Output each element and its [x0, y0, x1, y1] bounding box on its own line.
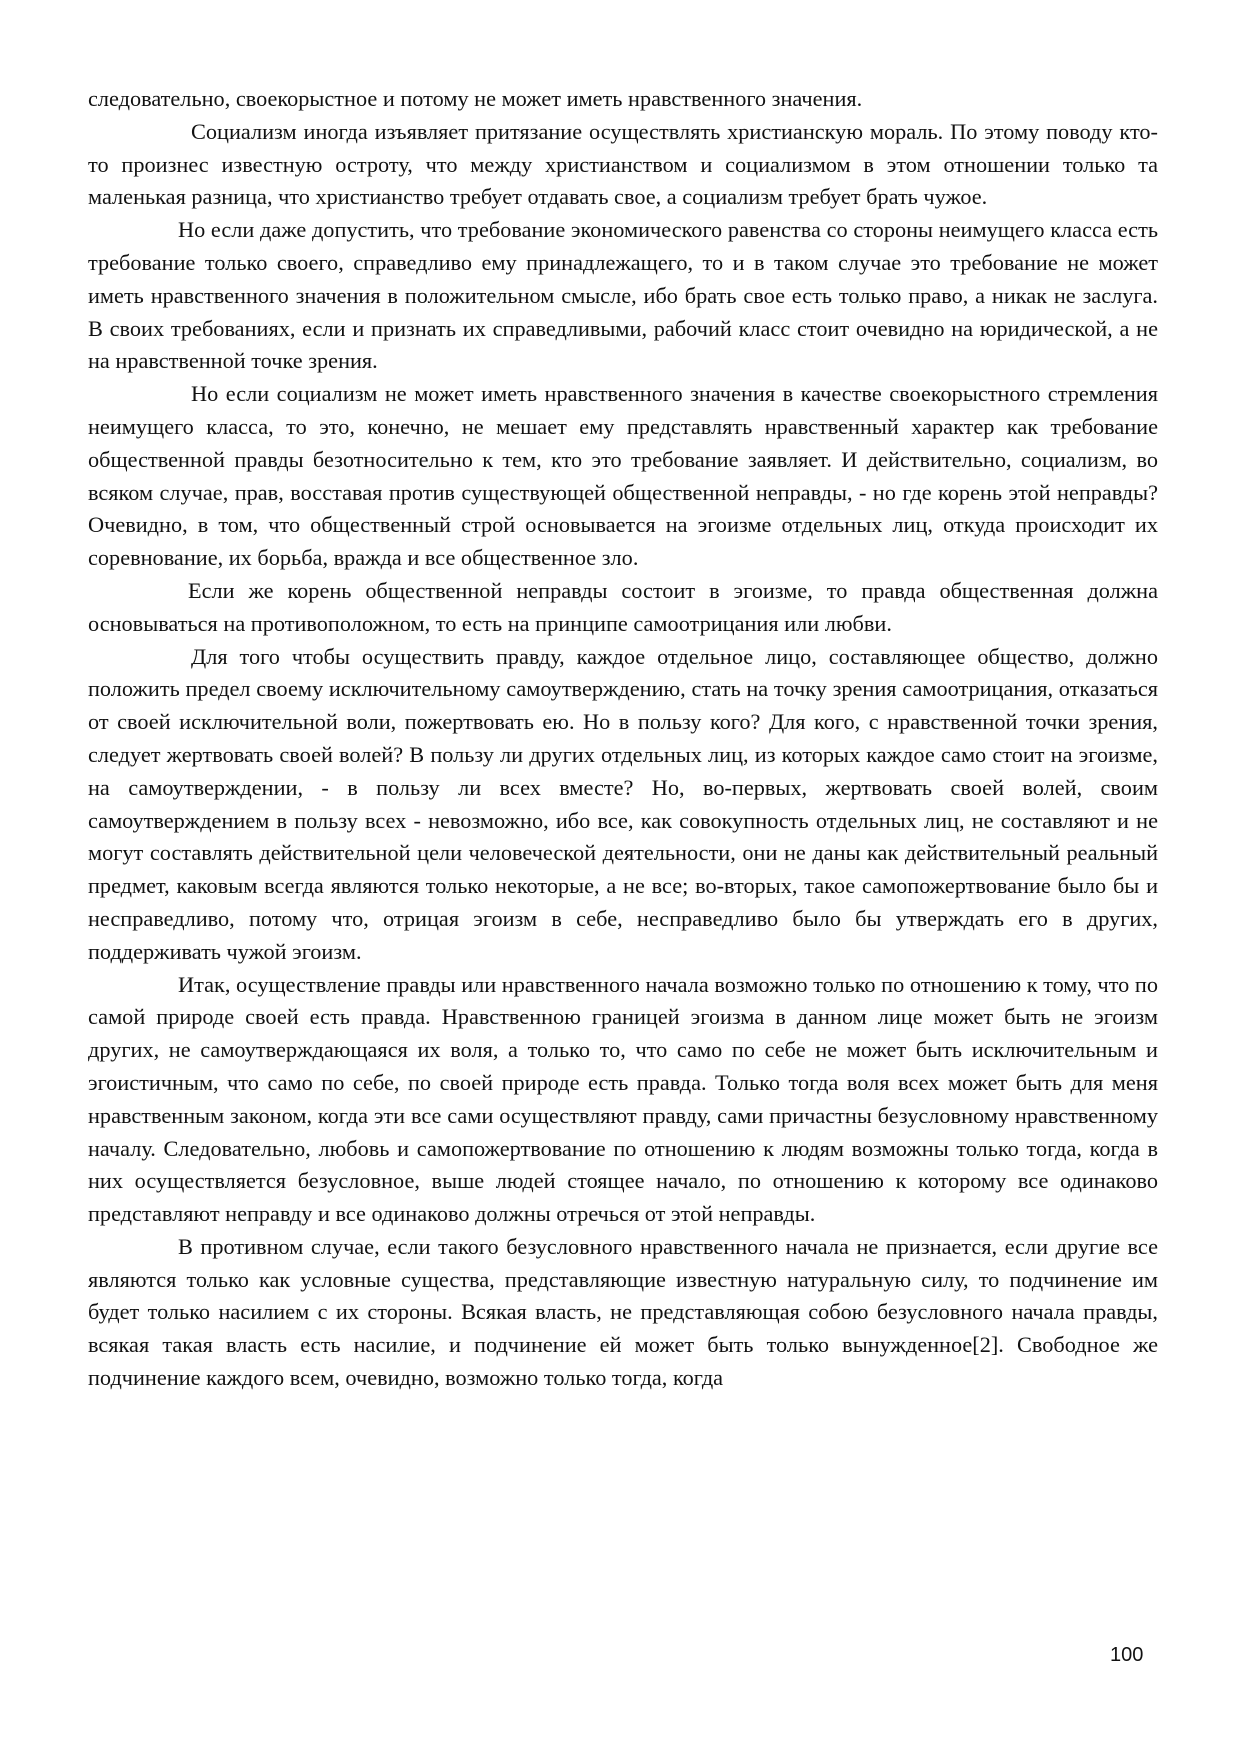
paragraph-7: Итак, осуществление правды или нравственного начала возможно только по отношению к тому, что по самой природе своей есть правда. Нравственною границей эгоизма в данном лице может быть не эгоизм других, не самоутверждающаяся их воля, а только то, что само по себе не может быть исключительным и эгоистичным, что само по себе, по своей природе есть правда. Только тогда воля всех может быть для меня нравственным законом, когда эти все сами осуществляют правду, сами причастны безусловному нравственному началу. Следовательно, любовь и самопожертвование по отношению к людям возможны только тогда, когда в них осуществляется безусловное, выше людей стоящее начало, по отношению к которому все одинаково представляют неправду и все одинаково должны отречься от этой неправды.	[88, 971, 1158, 1227]
page-body	[88, 83, 1158, 1395]
paragraph-8: В противном случае, если такого безусловного нравственного начала не признается, если другие все являются только как условные существа, представляющие известную натуральную силу, то подчинение им будет только насилием с их стороны. Всякая власть, не представляющая собою безусловного начала правды, всякая такая власть есть насилие, и подчинение ей может быть только вынужденное[2]. Свободное же подчинение каждого всем, очевидно, возможно только тогда, когда	[88, 1233, 1158, 1391]
page-number: 100	[1110, 1644, 1144, 1666]
paragraph-2: Социализм иногда изъявляет притязание осуществлять христианскую мораль. По этому поводу кто-то произнес известную остроту, что между христианством и социализмом в этом отношении только та маленькая разница, что христианство требует отдавать свое, а социализм требует брать чужое.	[88, 118, 1158, 210]
paragraph-3: Но если даже допустить, что требование экономического равенства со стороны неимущего класса есть требование только своего, справедливо ему принадлежащего, то и в таком случае это требование не может иметь нравственного значения в положительном смысле, ибо брать свое есть только право, а никак не заслуга. В своих требованиях, если и признать их справедливыми, рабочий класс стоит очевидно на юридической, а не на нравственной точке зрения.	[88, 217, 1158, 374]
paragraph-6: Для того чтобы осуществить правду, каждое отдельное лицо, составляющее общество, должно положить предел своему исключительному самоутверждению, стать на точку зрения самоотрицания, отказаться от своей исключительной воли, пожертвовать ею. Но в пользу кого? Для кого, с нравственной точки зрения, следует жертвовать своей волей? В пользу ли других отдельных лиц, из которых каждое само стоит на эгоизме, на самоутверждении, - в пользу ли всех вместе? Но, во-первых, жертвовать своей волей, своим самоутверждением в пользу всех - невозможно, ибо все, как совокупность отдельных лиц, не составляют и не могут составлять действительной цели человеческой деятельности, они не даны как действительный реальный предмет, каковым всегда являются только некоторые, а не все; во-вторых, такое самопожертвование было бы и несправедливо, потому что, отрицая эгоизм в себе, несправедливо было бы утверждать его в других, поддерживать чужой эгоизм.	[88, 643, 1158, 964]
paragraph-5: Если же корень общественной неправды состоит в эгоизме, то правда общественная должна основываться на противоположном, то есть на принципе самоотрицания или любви.	[88, 577, 1158, 636]
paragraph-4: Но если социализм не может иметь нравственного значения в качестве своекорыстного стремления неимущего класса, то это, конечно, не мешает ему представлять нравственный характер как требование общественной правды безотносительно к тем, кто это требование заявляет. И действительно, социализм, во всяком случае, прав, восставая против существующей общественной неправды, - но где корень этой неправды? Очевидно, в том, что общественный строй основывается на эгоизме отдельных лиц, откуда происходит их соревнование, их борьба, вражда и все общественное зло.	[88, 381, 1158, 571]
paragraph-1: следовательно, своекорыстное и потому не может иметь нравственного значения.	[88, 86, 863, 111]
